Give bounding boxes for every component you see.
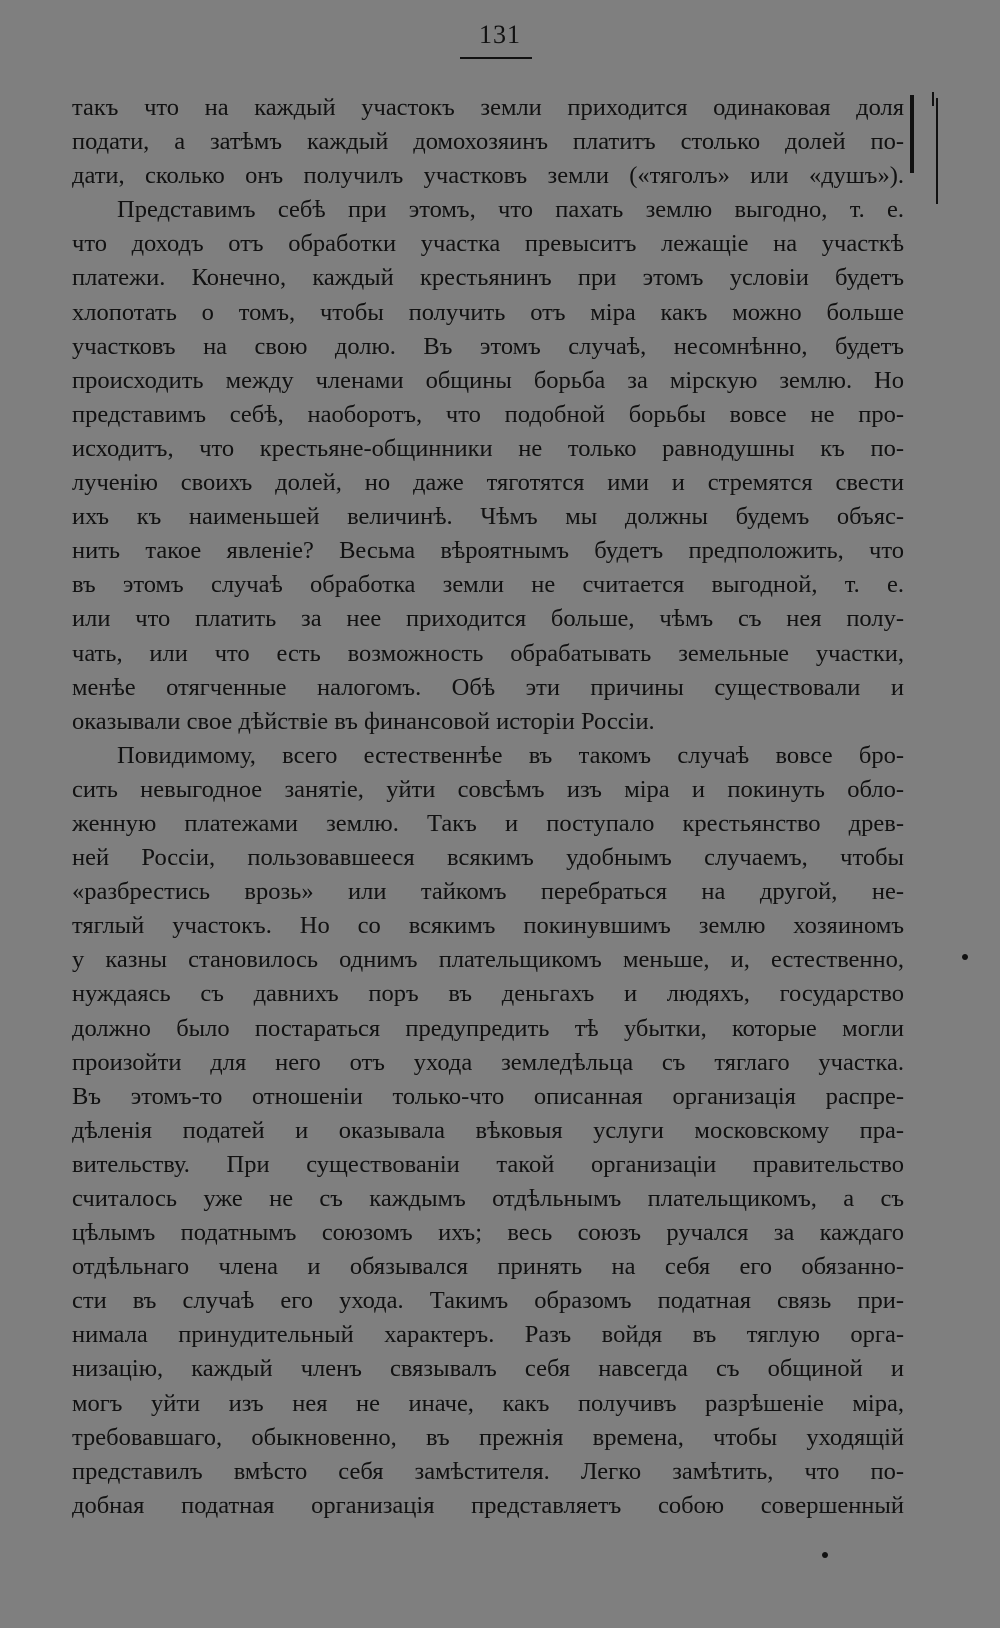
text-line: сти въ случаѣ его ухода. Такимъ образомъ податная связь при- xyxy=(72,1287,904,1315)
text-line: что доходъ отъ обработки участка превыситъ лежащіе на участкѣ xyxy=(72,230,904,258)
text-line: происходить между членами общины борьба за мірскую землю. Но xyxy=(72,366,904,394)
text-line: дати, сколько онъ получилъ участковъ земли («тяголъ» или «душъ»). xyxy=(72,162,904,190)
text-line: такъ что на каждый участокъ земли приходится одинаковая доля xyxy=(72,94,904,121)
text-line: цѣлымъ податнымъ союзомъ ихъ; весь союзъ ручался за каждаго xyxy=(72,1219,904,1247)
text-line: вительству. При существованіи такой организаціи правительство xyxy=(72,1150,904,1178)
text-line: подати, а затѣмъ каждый домохозяинъ платитъ столько долей по- xyxy=(72,128,904,156)
text-line: должно было постараться предупредить тѣ убытки, которые могли xyxy=(72,1014,904,1042)
text-line: Въ этомъ-то отношеніи только-что описанная организація распре- xyxy=(72,1082,904,1110)
text-line: представилъ вмѣсто себя замѣстителя. Легко замѣтить, что по- xyxy=(72,1457,904,1485)
text-line: нуждаясь съ давнихъ поръ въ деньгахъ и людяхъ, государство xyxy=(72,980,904,1008)
text-line: Повидимому, всего естественнѣе въ такомъ случаѣ вовсе бро- xyxy=(117,741,904,769)
text-line: Представимъ себѣ при этомъ, что пахать землю выгодно, т. е. xyxy=(117,196,904,224)
text-line: хлопотать о томъ, чтобы получить отъ міра какъ можно больше xyxy=(72,298,904,326)
text-line: представимъ себѣ, наоборотъ, что подобной борьбы вовсе не про- xyxy=(72,400,904,428)
page-number: 131 xyxy=(479,20,521,49)
ink-spot xyxy=(822,1552,828,1558)
text-line: чать, или что есть возможность обрабатывать земельные участки, xyxy=(72,639,904,667)
ink-spot xyxy=(962,954,968,960)
text-line: лученію своихъ долей, но даже тяготятся ими и стремятся свести xyxy=(72,469,904,497)
text-line: тяглый участокъ. Но со всякимъ покинувшимъ землю хозяиномъ xyxy=(72,912,904,940)
text-line: произойти для него отъ ухода земледѣльца съ тяглаго участка. xyxy=(72,1048,904,1076)
text-line: или что платить за нее приходится больше, чѣмъ съ нея полу- xyxy=(72,605,904,633)
margin-mark xyxy=(936,98,938,204)
text-line: отдѣльнаго члена и обязывался принять на себя его обязанно- xyxy=(72,1253,904,1281)
margin-mark xyxy=(932,92,934,106)
text-line: ней Россіи, пользовавшееся всякимъ удобнымъ случаемъ, чтобы xyxy=(72,844,904,872)
text-line: нимала принудительный характеръ. Разъ войдя въ тяглую орга- xyxy=(72,1321,904,1349)
text-line: менѣе отягченные налогомъ. Обѣ эти причины существовали и xyxy=(72,673,904,701)
text-line: нить такое явленіе? Весьма вѣроятнымъ будетъ предположить, что xyxy=(72,537,904,565)
text-line: сить невыгодное занятіе, уйти совсѣмъ изъ міра и покинуть обло- xyxy=(72,775,904,803)
text-line: низацію, каждый членъ связывалъ себя навсегда съ общиной и xyxy=(72,1355,904,1383)
text-line: требовавшаго, обыкновенно, въ прежнія времена, чтобы уходящій xyxy=(72,1423,904,1451)
page-number-rule xyxy=(460,57,532,59)
text-line: участковъ на свою долю. Въ этомъ случаѣ, несомнѣнно, будетъ xyxy=(72,332,904,360)
text-line: женную платежами землю. Такъ и поступало крестьянство древ- xyxy=(72,809,904,837)
text-line: дѣленія податей и оказывала вѣковыя услуги московскому пра- xyxy=(72,1116,904,1144)
text-line: добная податная организація представляетъ собою совершенный xyxy=(72,1491,904,1519)
text-line: платежи. Конечно, каждый крестьянинъ при этомъ условіи будетъ xyxy=(72,264,904,292)
text-line: у казны становилось однимъ плательщикомъ меньше, и, естественно, xyxy=(72,946,904,974)
text-line: могъ уйти изъ нея не иначе, какъ получивъ разрѣшеніе міра, xyxy=(72,1389,904,1417)
margin-mark xyxy=(910,95,914,173)
text-line: ихъ къ наименьшей величинѣ. Чѣмъ мы должны будемъ объяс- xyxy=(72,503,904,531)
text-line: «разбрестись врозь» или тайкомъ перебраться на другой, не- xyxy=(72,878,904,906)
text-line: считалось уже не съ каждымъ отдѣльнымъ плательщикомъ, а съ xyxy=(72,1185,904,1212)
text-line: оказывали свое дѣйствіе въ финансовой исторіи Россіи. xyxy=(72,707,655,735)
text-block xyxy=(72,91,904,1523)
text-line: исходитъ, что крестьяне-общинники не только равнодушны къ по- xyxy=(72,434,904,462)
text-line: въ этомъ случаѣ обработка земли не считается выгодной, т. е. xyxy=(72,571,904,599)
